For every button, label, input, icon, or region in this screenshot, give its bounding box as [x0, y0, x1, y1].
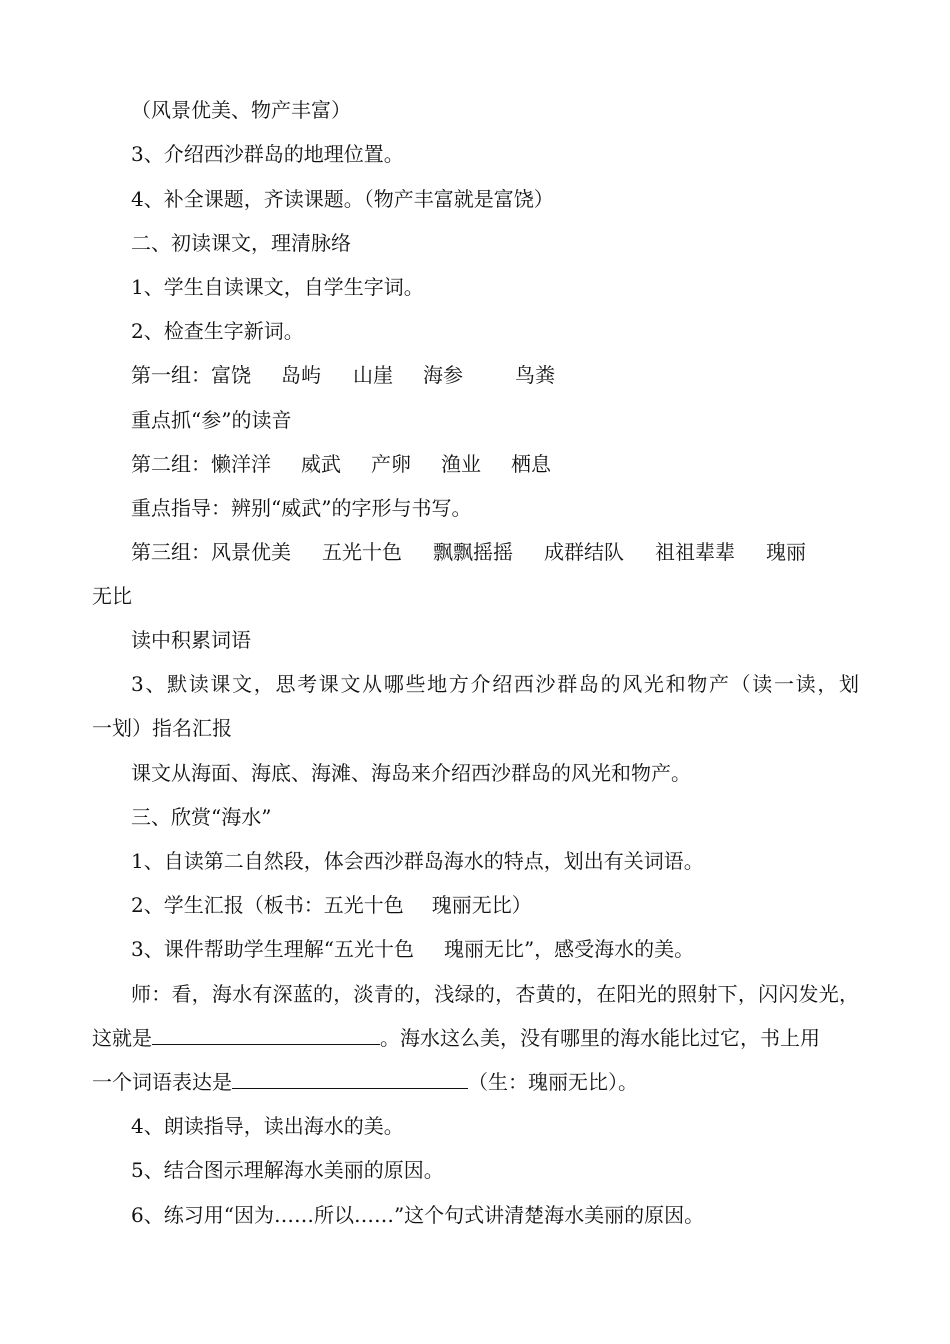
- courseware-suffix: 瑰丽无比”，感受海水的美。: [443, 937, 695, 961]
- report-suffix: 瑰丽无比）: [431, 893, 532, 917]
- text-line: （风景优美、物产丰富）: [131, 98, 351, 122]
- text-line: 一划）指名汇报: [92, 716, 232, 740]
- word: 山崖: [353, 363, 393, 387]
- text-line: 无比: [92, 584, 132, 608]
- text-line: [131, 935, 862, 963]
- text-line: 读中积累词语: [131, 628, 251, 652]
- section-heading: 二、初读课文，理清脉络: [131, 231, 351, 255]
- word: 飘飘摇摇: [433, 540, 513, 564]
- text-line: 重点指导：辨别“威武”的字形与书写。: [131, 496, 472, 520]
- blank-underline: [152, 1024, 380, 1045]
- courseware-prefix: 3、课件帮助学生理解“五光十色: [131, 937, 414, 961]
- section-heading: 三、欣赏“海水”: [131, 805, 272, 829]
- word: 富饶: [211, 363, 251, 387]
- word: 岛屿: [281, 363, 321, 387]
- word: 懒洋洋: [211, 452, 271, 476]
- fill-blank-line: [92, 1024, 862, 1052]
- word-group-2: [131, 450, 862, 478]
- fill-prefix: 一个词语表达是: [92, 1070, 232, 1094]
- word: 海参: [423, 363, 463, 387]
- text-line: [131, 891, 862, 919]
- word: 风景优美: [211, 540, 291, 564]
- text-line: 2、检查生字新词。: [131, 319, 304, 343]
- fill-suffix: （生：瑰丽无比）。: [468, 1070, 638, 1094]
- text-line: 1、学生自读课文，自学生字词。: [131, 275, 424, 299]
- text-line: 师：看，海水有深蓝的，淡青的，浅绿的，杏黄的，在阳光的照射下，闪闪发光，: [131, 982, 859, 1006]
- report-prefix: 2、学生汇报（板书：五光十色: [131, 893, 404, 917]
- fill-prefix: 这就是: [92, 1026, 152, 1050]
- text-line: 重点抓“参”的读音: [131, 408, 292, 432]
- word: 瑰丽: [766, 540, 806, 564]
- word: 渔业: [441, 452, 481, 476]
- word: 五光十色: [322, 540, 402, 564]
- text-line: 1、自读第二自然段，体会西沙群岛海水的特点，划出有关词语。: [131, 849, 704, 873]
- text-line: 3、介绍西沙群岛的地理位置。: [131, 142, 404, 166]
- text-line: 课文从海面、海底、海滩、海岛来介绍西沙群岛的风光和物产。: [131, 761, 691, 785]
- word-group-1: [131, 361, 862, 389]
- word: 栖息: [511, 452, 551, 476]
- word: 威武: [301, 452, 341, 476]
- group-label: 第三组：: [131, 540, 211, 564]
- word-group-3: [131, 538, 850, 566]
- fill-suffix: 。海水这么美，没有哪里的海水能比过它，书上用: [380, 1026, 820, 1050]
- group-label: 第一组：: [131, 363, 211, 387]
- text-line: 6、练习用“因为……所以……”这个句式讲清楚海水美丽的原因。: [131, 1203, 705, 1227]
- blank-underline: [232, 1068, 468, 1089]
- word: 祖祖辈辈: [655, 540, 735, 564]
- group-label: 第二组：: [131, 452, 211, 476]
- fill-blank-line: [92, 1068, 862, 1096]
- text-line: 5、结合图示理解海水美丽的原因。: [131, 1158, 444, 1182]
- word: 成群结队: [544, 540, 624, 564]
- word: 鸟粪: [515, 363, 555, 387]
- word: 产卵: [371, 452, 411, 476]
- text-line: 3、默读课文，思考课文从哪些地方介绍西沙群岛的风光和物产（读一读，划: [131, 672, 859, 696]
- text-line: 4、补全课题，齐读课题。（物产丰富就是富饶）: [131, 187, 554, 211]
- text-line: 4、朗读指导，读出海水的美。: [131, 1114, 404, 1138]
